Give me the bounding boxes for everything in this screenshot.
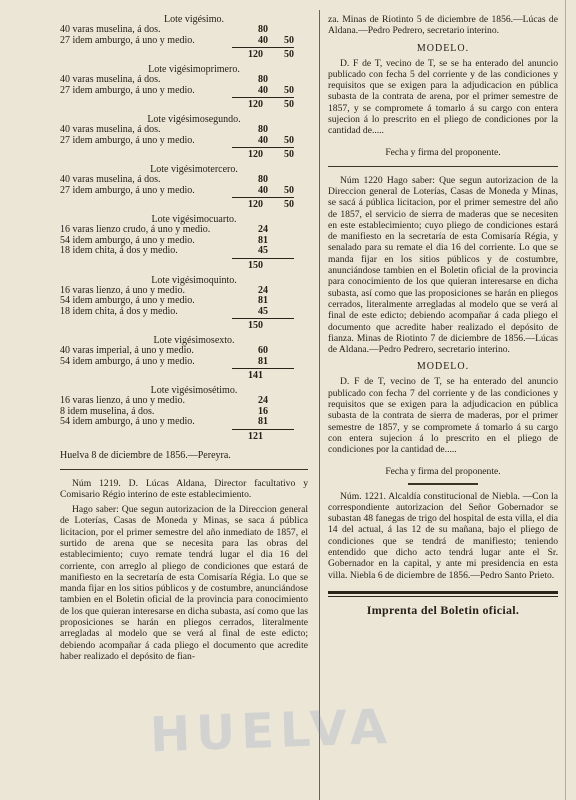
item-cents: 50	[284, 84, 294, 96]
total-amount: 141	[248, 370, 263, 381]
lote-item-row	[60, 36, 308, 47]
item-cents: 50	[284, 184, 294, 196]
lote-item-row	[60, 236, 308, 247]
signature-line: Huelva 8 de diciembre de 1856.—Pereyra.	[60, 449, 231, 461]
item-cents	[268, 75, 294, 86]
lote-title: Lote vigésimoprimero.	[148, 64, 240, 75]
page-edge	[565, 0, 566, 800]
lote-total	[60, 97, 308, 110]
lote-item-row	[60, 25, 308, 36]
lote-item-row	[60, 75, 308, 86]
item-description: 40 varas muselina, á dos.	[60, 175, 161, 185]
item-cents	[268, 307, 294, 318]
modelo-body: D. F de T, vecino de T, se ha enterado del anuncio publicado con fecha 7 del corriente y de las condiciones y requisitos que se exigen para la adjudicacion en pública subasta de la contrata de sierra de maderas, por el primer semestre de 1857, y se compromete á tomarlo á su cargo con entera sujecion á lo prescrito en el pliego de condiciones por la cantidad de.....	[328, 376, 558, 456]
item-amount: 24	[258, 284, 268, 296]
item-description: 27 idem amburgo, á uno y medio.	[60, 85, 195, 96]
lote-block	[60, 335, 308, 381]
lote-block	[60, 14, 308, 60]
total-cents: 50	[284, 99, 294, 110]
item-cents	[268, 236, 294, 247]
item-description: 40 varas muselina, á dos.	[60, 75, 161, 85]
lote-item-row	[60, 186, 308, 197]
item-amount: 24	[258, 224, 268, 235]
lote-item-row	[60, 396, 308, 407]
short-rule	[408, 483, 478, 485]
modelo-heading: MODELO.	[416, 42, 470, 54]
total-amount: 120	[248, 99, 263, 110]
lote-block	[60, 385, 308, 442]
item-description: 54 idem amburgo, á uno y medio.	[60, 296, 195, 306]
total-amount: 150	[248, 259, 263, 271]
lote-item-row	[60, 407, 308, 418]
lote-block	[60, 275, 308, 332]
proponent-signature: Fecha y firma del proponente.	[385, 465, 501, 477]
lote-item-row	[60, 286, 308, 297]
lote-total	[60, 147, 308, 160]
item-amount: 81	[258, 295, 268, 306]
imprenta-line: Imprenta del Boletin oficial.	[366, 602, 520, 617]
lote-item-row	[60, 307, 308, 318]
item-amount: 40	[258, 34, 268, 46]
total-amount: 120	[248, 199, 263, 210]
notice-1219-body: Hago saber: Que segun autorizacion de la Direccion general de Loterías, Casas de Moneda y Minas, se saca á pública licitacion, por el primer semestre del año inmediato de 1857, el surtido de arena que se necesita para las obras del establecimiento; cuyo remate tendrá lugar el dia 16 del corriente, con arreglo al pliego de condiciones que estará de manifiesto en la secretaría de esta Comisaría Régia. Lo que se manda fijar en los sitios públicos y de costumbre, anunciándose tambien en el Boletin oficial de la provincia para conocimiento de los que quieran interesarse en dicha subasta, así como que las proposiciones se harán en pliegos cerrados, literalmente arregladas al modelo que se verá al final de este edicto; debiendo acompañar á cada pliego el documento que acredite haber realizado el depósito de fian-	[60, 504, 308, 662]
lote-title: Lote vigésimosexto.	[153, 335, 235, 346]
item-amount: 40	[258, 184, 268, 196]
item-cents	[268, 396, 294, 407]
item-cents	[268, 246, 294, 257]
total-cents: 50	[284, 199, 294, 210]
lote-item-row	[60, 417, 308, 428]
total-amount: 120	[248, 49, 263, 60]
item-amount: 80	[258, 74, 268, 85]
lote-total	[60, 258, 308, 271]
lote-title: Lote vigésimocuarto.	[151, 214, 237, 225]
archive-watermark: HUELVA	[149, 698, 394, 764]
item-cents	[268, 357, 294, 368]
proponent-signature: Fecha y firma del proponente.	[385, 146, 501, 158]
item-amount: 40	[258, 84, 268, 96]
lote-block	[60, 64, 308, 110]
lote-block	[60, 214, 308, 271]
item-description: 54 idem amburgo, á uno y medio.	[60, 417, 195, 427]
item-amount: 80	[258, 24, 268, 35]
item-cents	[268, 407, 294, 418]
lote-title: Lote vigésimotercero.	[150, 164, 238, 175]
section-rule	[60, 469, 308, 470]
total-amount: 121	[248, 430, 263, 442]
lote-block	[60, 114, 308, 160]
notice-1221-body: Núm. 1221. Alcaldía constitucional de Niebla. —Con la correspondiente autorizacion del Señor Gobernador se subastan 48 fanegas de trigo del hospital de esta villa, el dia 14 del actual, á las 12 de su mañana, bajo el pliego de condiciones que se tendrá de manifiesto; teniendo entendido que dicho acto tendrá lugar ante el Sr. Gobernador en la capital, y ante mi presidencia en esta villa. Niebla 6 de diciembre de 1856.—Pedro Santo Prieto.	[328, 490, 558, 581]
item-description: 27 idem amburgo, á uno y medio.	[60, 35, 195, 46]
item-amount: 16	[258, 405, 268, 417]
item-description: 16 varas lienzo crudo, á uno y medio.	[60, 225, 211, 235]
item-amount: 81	[258, 416, 268, 427]
item-description: 54 idem amburgo, á uno y medio.	[60, 235, 195, 246]
item-description: 40 varas imperial, á uno y medio.	[60, 346, 194, 356]
modelo-heading: MODELO.	[416, 361, 470, 373]
lote-total	[60, 429, 308, 442]
total-amount: 120	[248, 149, 263, 160]
item-cents	[268, 417, 294, 428]
item-amount: 80	[258, 124, 268, 135]
item-description: 54 idem amburgo, á uno y medio.	[60, 356, 195, 367]
total-amount: 150	[248, 320, 263, 331]
right-column	[328, 14, 558, 618]
item-description: 16 varas lienzo, á uno y medio.	[60, 285, 185, 296]
lote-title: Lote vigésimo.	[164, 14, 224, 25]
item-cents	[268, 225, 294, 236]
lote-total	[60, 197, 308, 210]
lote-total	[60, 47, 308, 60]
item-cents	[268, 175, 294, 186]
lote-item-row	[60, 346, 308, 357]
item-cents	[268, 286, 294, 297]
lote-total	[60, 318, 308, 331]
total-cents	[263, 431, 294, 442]
item-cents	[268, 25, 294, 36]
item-description: 18 idem chita, á dos y medio.	[60, 246, 178, 256]
lote-item-row	[60, 246, 308, 257]
total-cents: 50	[284, 149, 294, 160]
section-rule	[328, 166, 558, 167]
double-rule	[328, 591, 558, 597]
item-cents	[268, 125, 294, 136]
lote-item-row	[60, 175, 308, 186]
lote-title: Lote vigésimosegundo.	[147, 114, 241, 125]
item-amount: 81	[258, 355, 268, 367]
total-cents	[263, 370, 294, 381]
lote-total	[60, 368, 308, 381]
lotes-list	[60, 14, 308, 442]
modelo-body: D. F de T, vecino de T, se se ha enterado del anuncio publicado con fecha 5 del corriente y de las condiciones y requisitos que se exigen para la adjudicacion en pública subasta de la contrata de arena, por el primer semestre de 1857, y se compromete á tomarlo á su cargo con entera sujecion á lo prescrito en el pliego de condiciones por la cantidad de.....	[328, 57, 558, 137]
total-cents: 50	[284, 49, 294, 60]
item-amount: 40	[258, 134, 268, 146]
item-description: 27 idem amburgo, á uno y medio.	[60, 185, 195, 196]
continuation-text: za. Minas de Riotinto 5 de diciembre de 1856.—Lúcas de Aldana.—Pedro Pedrero, secretario interino.	[328, 14, 558, 37]
item-cents: 50	[284, 134, 294, 146]
lote-item-row	[60, 357, 308, 368]
item-amount: 45	[258, 305, 268, 317]
lote-item-row	[60, 225, 308, 236]
item-description: 16 varas lienzo, á uno y medio.	[60, 396, 185, 406]
notice-1219-header: Núm 1219. D. Lúcas Aldana, Director facultativo y Comisario Régio interino de este establecimiento.	[60, 477, 308, 500]
item-amount: 81	[258, 234, 268, 246]
notice-1220-body: Núm 1220 Hago saber: Que segun autorizacion de la Direccion general de Loterías, Casas de Moneda y Minas, se sacá á pública licitacion, por el primer semestre del año de 1857, el servicio de sierra de maderas que se necesiten en este establecimiento; cuyo pliego de condiciones estará de manifiesto en la secretaría de esta Comisaría Régia, y senalado para su remate el dia 16 del corriente. Lo que se manda fijar en los sitios públicos y de costumbre, anunciándose tambien en el Boletin oficial de la provincia para conocimiento de los que quieran interesarse en dicha subasta, así como que las proposiciones se harán en pliegos cerrados, literalmente arregladas al modelo que se verá al final de este edicto; debiendo acompañar á cada pliego el documento que acredite haber realizado el depósito de fianza. Minas de Riotinto 7 de diciembre de 1856.—Lúcas de Aldana.—Pedro Pedrero, secretario interino.	[328, 174, 558, 356]
item-cents	[268, 296, 294, 307]
lote-item-row	[60, 296, 308, 307]
column-divider	[319, 10, 320, 800]
item-amount: 60	[258, 345, 268, 356]
item-description: 8 idem muselina, á dos.	[60, 406, 155, 417]
lote-item-row	[60, 86, 308, 97]
lote-block	[60, 164, 308, 210]
item-description: 27 idem amburgo, á uno y medio.	[60, 135, 195, 146]
item-description: 40 varas muselina, á dos.	[60, 25, 161, 35]
total-cents	[263, 320, 294, 331]
lote-item-row	[60, 125, 308, 136]
item-amount: 24	[258, 395, 268, 406]
total-cents	[263, 260, 294, 271]
item-cents: 50	[284, 34, 294, 46]
item-amount: 80	[258, 174, 268, 185]
item-cents	[268, 346, 294, 357]
item-description: 18 idem chita, á dos y medio.	[60, 306, 178, 317]
lote-title: Lote vigésimoquinto.	[151, 274, 237, 286]
lote-title: Lote vigésimosétimo.	[150, 385, 238, 396]
left-column	[60, 14, 308, 662]
lote-item-row	[60, 136, 308, 147]
item-description: 40 varas muselina, á dos.	[60, 125, 161, 135]
item-amount: 45	[258, 245, 268, 256]
